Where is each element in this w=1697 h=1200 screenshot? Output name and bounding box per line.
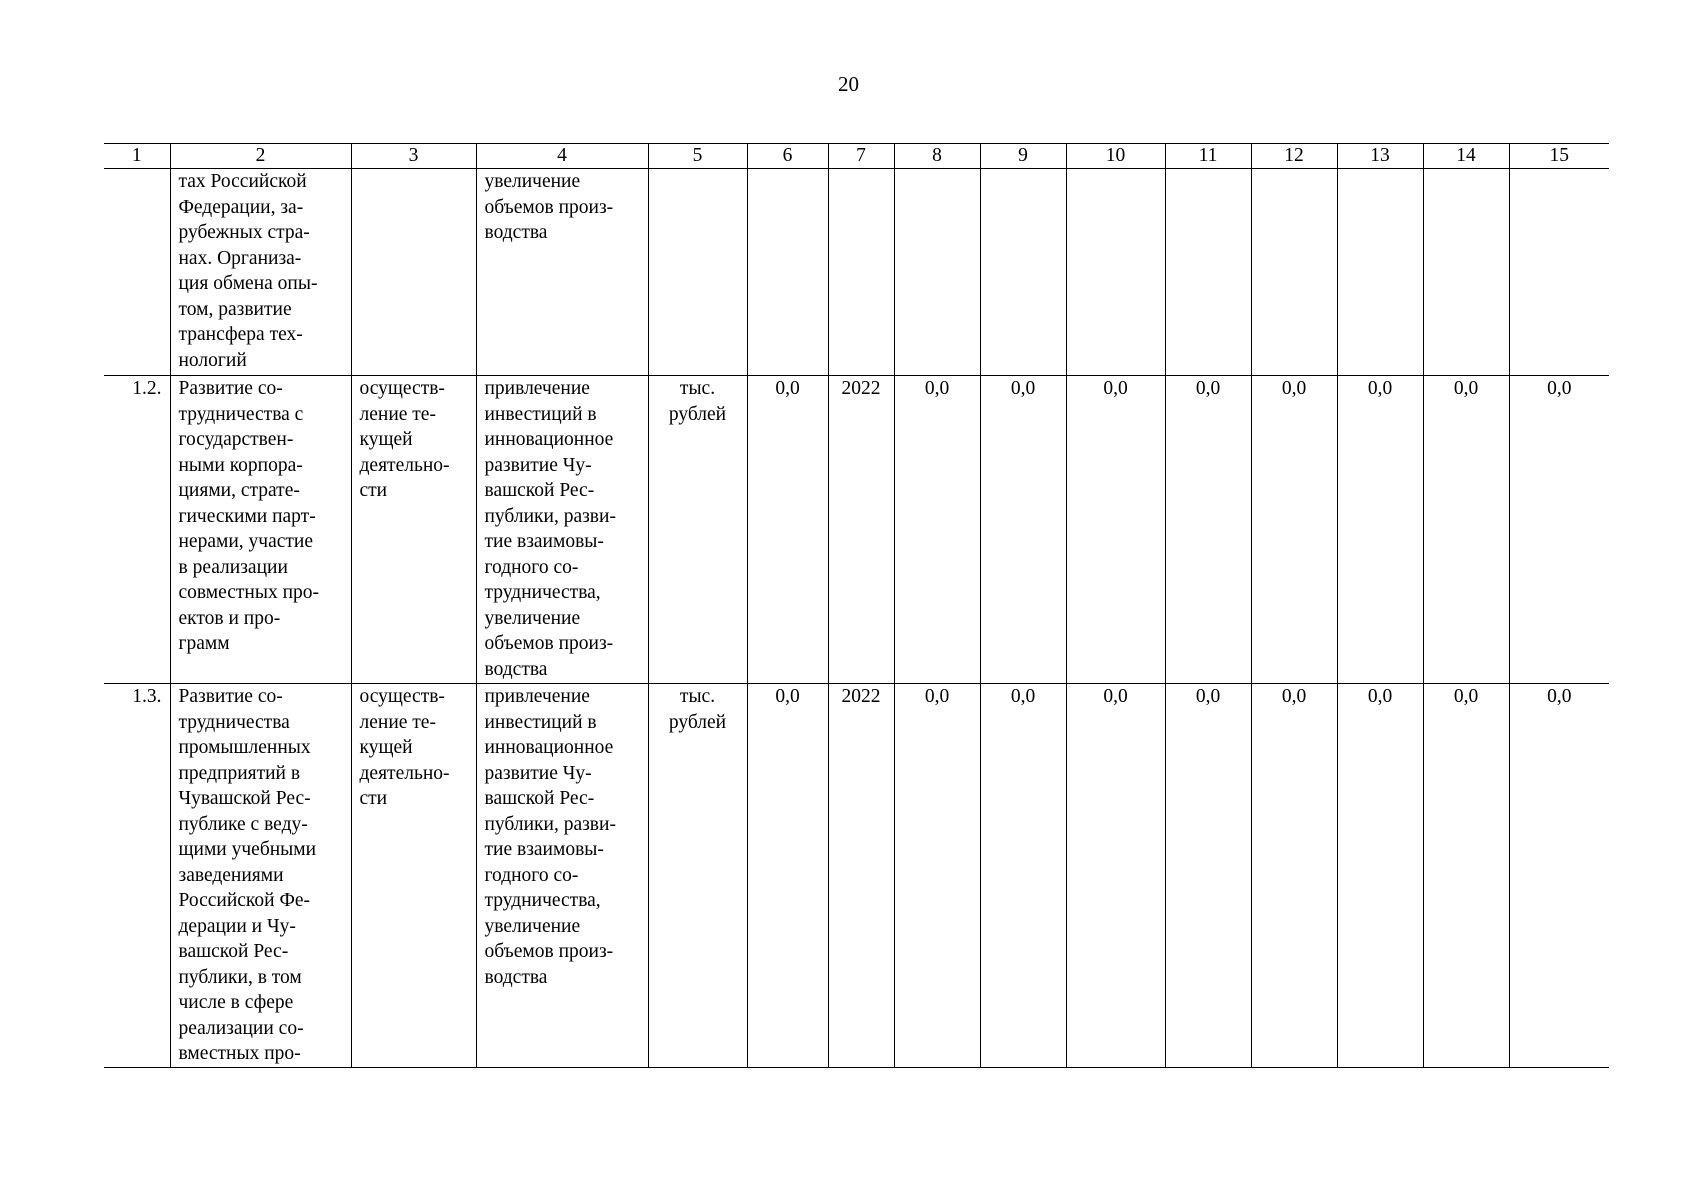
value-cell [1509,169,1609,376]
header-cell: 5 [648,144,747,169]
value-cell [1165,169,1251,376]
value-cell [747,169,828,376]
header-cell: 12 [1251,144,1337,169]
header-cell: 10 [1066,144,1165,169]
value-cell: 0,0 [1251,684,1337,1068]
page-number: 20 [838,72,859,96]
value-cell: 0,0 [747,376,828,684]
value-cell [894,169,980,376]
activity-name: Развитие со- трудничества промышленных предприятий в Чувашской Рес- публике с веду- щими учебными заведениями Российской Фе- дерации и Чу- вашской Рес- публики, в том числе в сфере реализации со- вместных про- [170,684,351,1068]
value-cell: 0,0 [1165,376,1251,684]
value-cell: 0,0 [1251,376,1337,684]
row-index [104,169,170,376]
implementation-method [351,169,476,376]
value-cell: 0,0 [1423,376,1509,684]
activity-name: тах Российской Федерации, за- рубежных стра- нах. Организа- ция обмена опы- том, развитие трансфера тех- нологий [170,169,351,376]
row-index: 1.2. [104,376,170,684]
value-cell: 0,0 [1509,684,1609,1068]
header-cell: 14 [1423,144,1509,169]
header-cell: 6 [747,144,828,169]
unit: тыс. рублей [648,684,747,1068]
value-cell: 0,0 [1066,376,1165,684]
value-cell [980,169,1066,376]
header-cell: 13 [1337,144,1423,169]
header-row [104,144,1609,169]
value-cell: 0,0 [1423,684,1509,1068]
table-row [104,169,1609,376]
value-cell: 0,0 [894,376,980,684]
value-cell: 0,0 [1066,684,1165,1068]
value-cell: 2022 [828,684,894,1068]
value-cell: 0,0 [1337,376,1423,684]
header-cell: 8 [894,144,980,169]
value-cell [1251,169,1337,376]
header-cell: 7 [828,144,894,169]
table-row [104,376,1609,684]
row-index: 1.3. [104,684,170,1068]
header-cell: 11 [1165,144,1251,169]
header-cell: 1 [104,144,170,169]
implementation-method: осуществ- ление те- кущей деятельно- сти [351,376,476,684]
header-cell: 9 [980,144,1066,169]
header-cell: 2 [170,144,351,169]
activity-name: Развитие со- трудничества с государствен- ными корпора- циями, страте- гическими парт- нерами, участие в реализации совместных про- ектов и про- грамм [170,376,351,684]
header-cell: 3 [351,144,476,169]
value-cell [1423,169,1509,376]
header-cell: 4 [476,144,648,169]
program-table [104,143,1609,1068]
value-cell: 0,0 [894,684,980,1068]
expected-result: привлечение инвестиций в инновационное развитие Чу- вашской Рес- публики, разви- тие взаимовы- годного со- трудничества, увеличение объемов произ- водства [476,684,648,1068]
value-cell: 0,0 [1337,684,1423,1068]
table-row [104,684,1609,1068]
value-cell: 0,0 [980,684,1066,1068]
value-cell [828,169,894,376]
value-cell: 0,0 [980,376,1066,684]
unit: тыс. рублей [648,376,747,684]
expected-result: увеличение объемов произ- водства [476,169,648,376]
value-cell [1066,169,1165,376]
value-cell: 0,0 [747,684,828,1068]
header-cell: 15 [1509,144,1609,169]
value-cell: 0,0 [1509,376,1609,684]
value-cell [1337,169,1423,376]
value-cell: 0,0 [1165,684,1251,1068]
value-cell: 2022 [828,376,894,684]
implementation-method: осуществ- ление те- кущей деятельно- сти [351,684,476,1068]
unit [648,169,747,376]
expected-result: привлечение инвестиций в инновационное развитие Чу- вашской Рес- публики, разви- тие взаимовы- годного со- трудничества, увеличение объемов произ- водства [476,376,648,684]
